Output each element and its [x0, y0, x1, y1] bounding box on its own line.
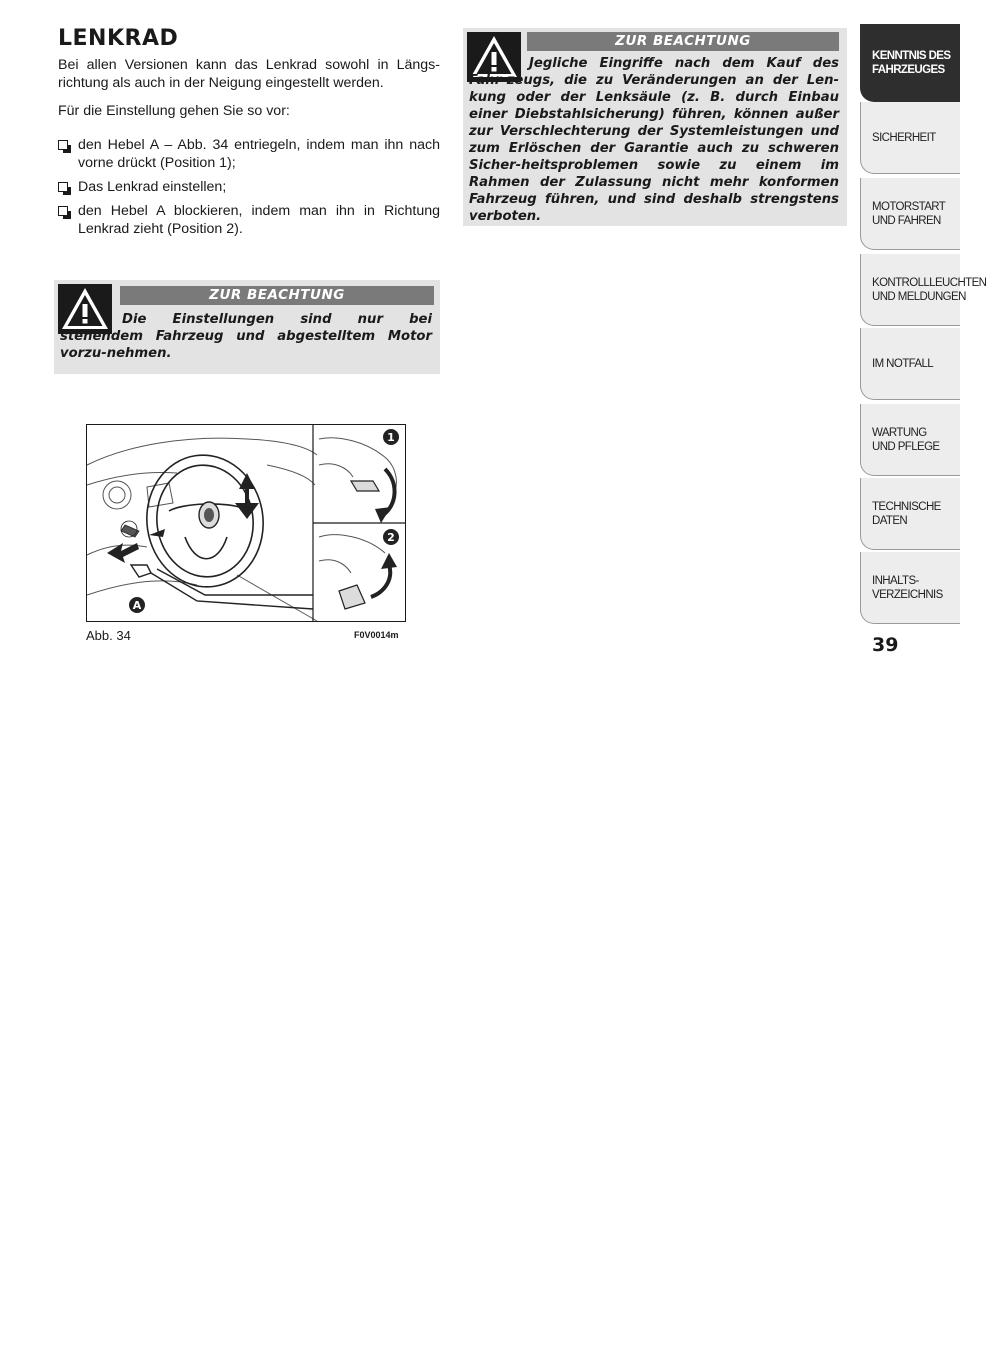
step-list: [58, 136, 440, 244]
warning-box: [463, 28, 847, 226]
position-2-label: 2: [387, 531, 395, 544]
howto-paragraph: Für die Einstellung gehen Sie so vor:: [58, 103, 290, 119]
warning-text: Jegliche Eingriffe nach dem Kauf des Fahr-zeugs, die zu Veränderungen an der Len-kung oder der Lenksäule (z. B. durch Einbau einer Diebstahlsicherung) führen, können außer zur Verschlechterung der Systemleistungen und zum Erlöschen der Garantie auch zu schweren Sicher-heitsproblemen sowie zu einem im Rahmen der Zulassung nicht mehr konformen Fahrzeug führen, und sind deshalb strengstens verboten.: [469, 56, 839, 224]
chapter-sidebar: [860, 0, 986, 630]
checkbox-bullet-icon: [58, 206, 68, 216]
warning-header: ZUR BEACHTUNG: [527, 32, 839, 51]
tab-kontrollleuchten-und-meldungen[interactable]: KONTROLLLEUCHTEN UND MELDUNGEN: [860, 254, 960, 326]
figure-caption: Abb. 34: [86, 628, 131, 643]
section-title: LENKRAD: [58, 26, 179, 51]
page-number: 39: [872, 634, 899, 656]
tab-sicherheit[interactable]: SICHERHEIT: [860, 102, 960, 174]
checkbox-bullet-icon: [58, 140, 68, 150]
list-item: den Hebel A blockieren, indem man ihn in Richtung Lenkrad zieht (Position 2).: [58, 202, 440, 238]
list-item: Das Lenkrad einstellen;: [58, 178, 440, 196]
tab-technische-daten[interactable]: TECHNISCHE DATEN: [860, 478, 960, 550]
list-item: den Hebel A – Abb. 34 entriegeln, indem man ihn nach vorne drückt (Position 1);: [58, 136, 440, 172]
checkbox-bullet-icon: [58, 182, 68, 192]
lever-a-label: A: [132, 599, 142, 612]
warning-text: Die Einstellungen sind nur bei stehendem Fahrzeug und abgestelltem Motor vorzu-nehmen.: [60, 312, 432, 361]
intro-paragraph: Bei allen Versionen kann das Lenkrad sowohl in Längs-richtung als auch in der Neigung eingestellt werden.: [58, 57, 440, 91]
steering-wheel-illustration: [86, 424, 406, 622]
tab-im-notfall[interactable]: IM NOTFALL: [860, 328, 960, 400]
warning-header: ZUR BEACHTUNG: [120, 286, 434, 305]
tab-motorstart-und-fahren[interactable]: MOTORSTART UND FAHREN: [860, 178, 960, 250]
position-1-label: 1: [387, 431, 395, 444]
tab-inhaltsverzeichnis[interactable]: INHALTS- VERZEICHNIS: [860, 552, 960, 624]
tab-wartung-und-pflege[interactable]: WARTUNG UND PFLEGE: [860, 404, 960, 476]
tab-kenntnis-des-fahrzeuges[interactable]: KENNTNIS DES FAHRZEUGES: [860, 24, 960, 102]
figure-code: F0V0014m: [354, 630, 399, 640]
warning-box: [54, 280, 440, 374]
